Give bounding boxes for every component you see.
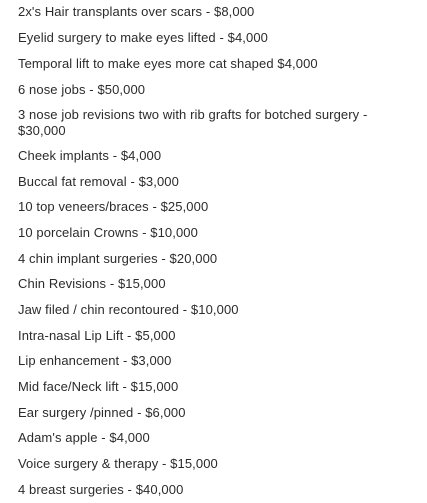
list-item: Chin Revisions - $15,000 xyxy=(18,276,166,291)
list-item: Eyelid surgery to make eyes lifted - $4,000 xyxy=(18,30,268,45)
list-item: 6 nose jobs - $50,000 xyxy=(18,82,146,97)
list-item: 4 breast surgeries - $40,000 xyxy=(18,482,184,497)
list-item: Ear surgery /pinned - $6,000 xyxy=(18,405,186,420)
list-item: Temporal lift to make eyes more cat shaped $4,000 xyxy=(18,56,318,71)
list-item: 3 nose job revisions two with rib grafts for botched surgery - $30,000 xyxy=(18,107,368,138)
list-item: Lip enhancement - $3,000 xyxy=(18,353,172,368)
list-item: Voice surgery & therapy - $15,000 xyxy=(18,456,218,471)
list-item: Adam's apple - $4,000 xyxy=(18,430,150,445)
list-item: Jaw filed / chin recontoured - $10,000 xyxy=(18,302,239,317)
list-item: Intra-nasal Lip Lift - $5,000 xyxy=(18,328,176,343)
list-item: Buccal fat removal - $3,000 xyxy=(18,174,179,189)
list-item: Mid face/Neck lift - $15,000 xyxy=(18,379,179,394)
list-item: 10 porcelain Crowns - $10,000 xyxy=(18,225,198,240)
list-item: 2x's Hair transplants over scars - $8,000 xyxy=(18,4,255,19)
list-item: 10 top veneers/braces - $25,000 xyxy=(18,199,209,214)
list-item: Cheek implants - $4,000 xyxy=(18,148,162,163)
list-item: 4 chin implant surgeries - $20,000 xyxy=(18,251,218,266)
